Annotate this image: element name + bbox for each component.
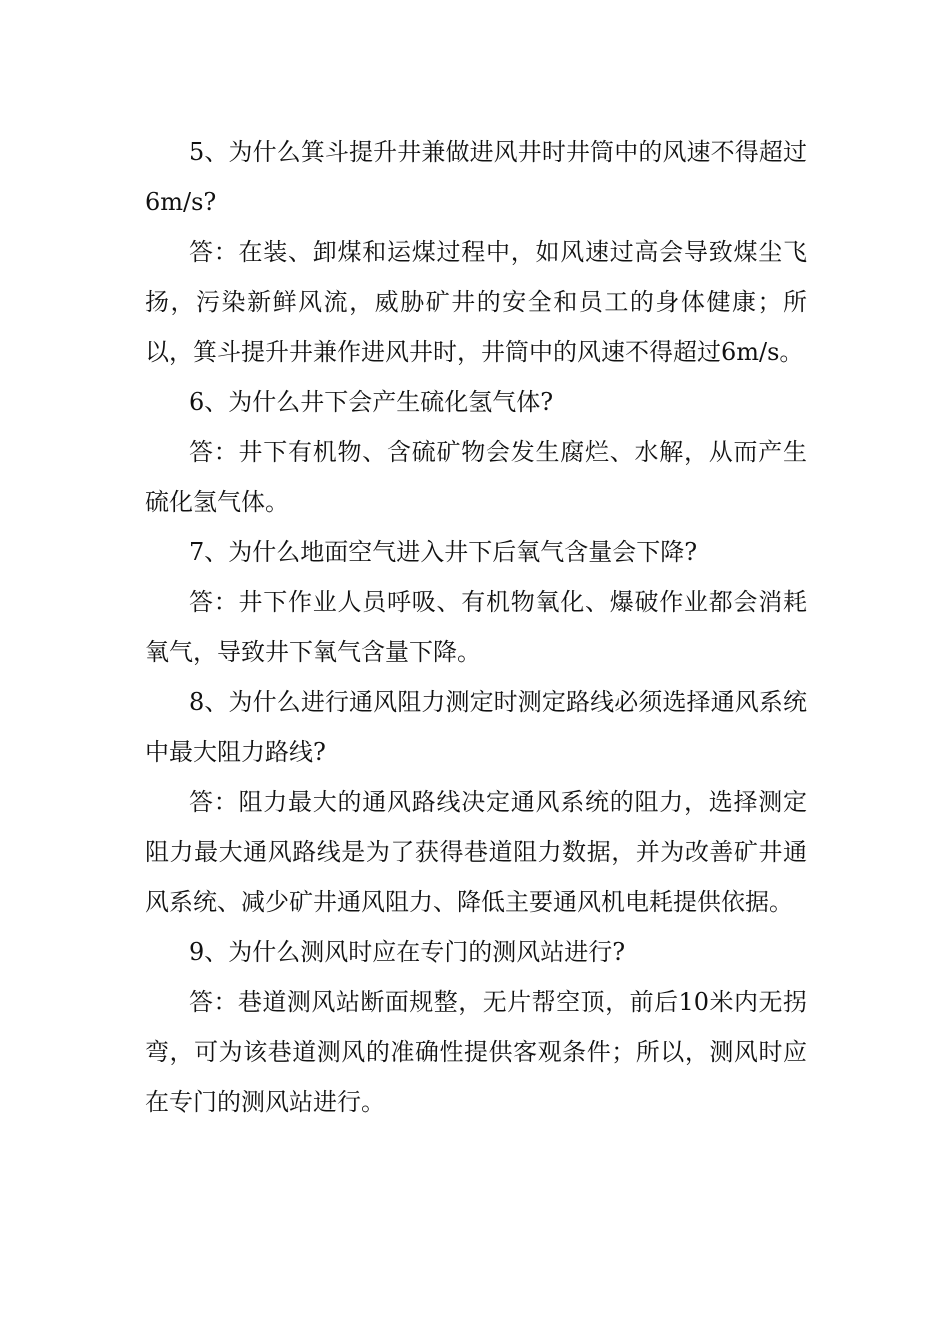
question-5: 5、为什么箕斗提升井兼做进风井时井筒中的风速不得超过6m/s? — [145, 138, 807, 216]
question-6: 6、为什么井下会产生硫化氢气体? — [189, 388, 554, 416]
answer-5: 答：在装、卸煤和运煤过程中，如风速过高会导致煤尘飞扬，污染新鲜风流，威胁矿井的安全和员工的身体健康；所以，箕斗提升井兼作进风井时，井筒中的风速不得超过6m/s。 — [145, 238, 807, 366]
question-9: 9、为什么测风时应在专门的测风站进行? — [189, 938, 626, 966]
question-7: 7、为什么地面空气进入井下后氧气含量会下降? — [189, 538, 698, 566]
document-body — [145, 127, 807, 1127]
answer-9: 答：巷道测风站断面规整，无片帮空顶，前后10米内无拐弯，可为该巷道测风的准确性提供客观条件；所以，测风时应在专门的测风站进行。 — [145, 988, 807, 1116]
answer-8: 答：阻力最大的通风路线决定通风系统的阻力，选择测定阻力最大通风路线是为了获得巷道阻力数据，并为改善矿井通风系统、减少矿井通风阻力、降低主要通风机电耗提供依据。 — [145, 788, 807, 916]
answer-7: 答：井下作业人员呼吸、有机物氧化、爆破作业都会消耗氧气，导致井下氧气含量下降。 — [145, 588, 807, 666]
answer-6: 答：井下有机物、含硫矿物会发生腐烂、水解，从而产生硫化氢气体。 — [145, 438, 807, 516]
question-8: 8、为什么进行通风阻力测定时测定路线必须选择通风系统中最大阻力路线? — [145, 688, 807, 766]
